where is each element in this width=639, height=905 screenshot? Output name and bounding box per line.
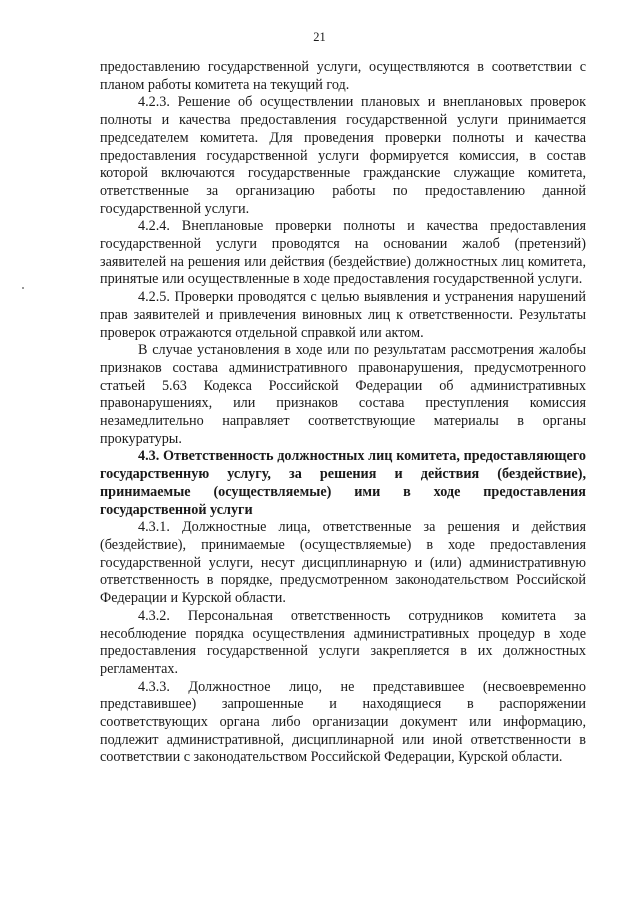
paragraph: предоставлению государственной услуги, осуществляются в соответствии с планом работы комитета на текущий год. xyxy=(100,59,586,93)
paragraph: 4.2.3. Решение об осуществлении плановых и внеплановых проверок полноты и качества предоставления государственной услуги принимается председателем комитета. Для проведения проверки полноты и качества предоставления государственной услуги формируется комиссия, в состав которой включаются государственные гражданские служащие комитета, ответственные за организацию работы по предоставлению данной государственной услуги. xyxy=(100,94,586,217)
section-heading: 4.3. Ответственность должностных лиц комитета, предоставляющего государственную услугу, за решения и действия (бездействие), принимаемые (осуществляемые) ими в ходе предоставления государственной услуги xyxy=(100,448,586,518)
paragraph: 4.2.4. Внеплановые проверки полноты и качества предоставления государственной услуги проводятся на основании жалоб (претензий) заявителей на решения или действия (бездействие) должностных лиц комитета, принятые или осуществленные в ходе предоставления государственной услуги. xyxy=(100,218,586,288)
scan-speck xyxy=(22,287,24,289)
paragraph: В случае установления в ходе или по результатам рассмотрения жалобы признаков состава административного правонарушения, предусмотренного статьей 5.63 Кодекса Российской Федерации об административных правонарушениях, или признаков состава преступления комиссия незамедлительно направляет соответствующие материалы в органы прокуратуры. xyxy=(100,342,586,447)
paragraph: 4.3.1. Должностные лица, ответственные за решения и действия (бездействие), принимаемые (осуществляемые) в ходе предоставления государственной услуги, несут дисциплинарную и (или) административную ответственность в порядке, предусмотренном законодательством Российской Федерации и Курской области. xyxy=(100,519,586,607)
paragraph: 4.3.2. Персональная ответственность сотрудников комитета за несоблюдение порядка осуществления административных процедур в ходе предоставления государственной услуги закрепляется в их должностных регламентах. xyxy=(100,607,586,677)
document-body xyxy=(100,59,586,767)
paragraph: 4.2.5. Проверки проводятся с целью выявления и устранения нарушений прав заявителей и привлечения виновных лиц к ответственности. Результаты проверок отражаются отдельной справкой или актом. xyxy=(100,289,586,341)
page-number: 21 xyxy=(313,30,326,44)
paragraph: 4.3.3. Должностное лицо, не представившее (несвоевременно представившее) запрошенные и находящиеся в распоряжении соответствующих органа либо организации документ или информацию, подлежит административной, дисциплинарной или иной ответственности в соответствии с законодательством Российской Федерации, Курской области. xyxy=(100,678,586,766)
